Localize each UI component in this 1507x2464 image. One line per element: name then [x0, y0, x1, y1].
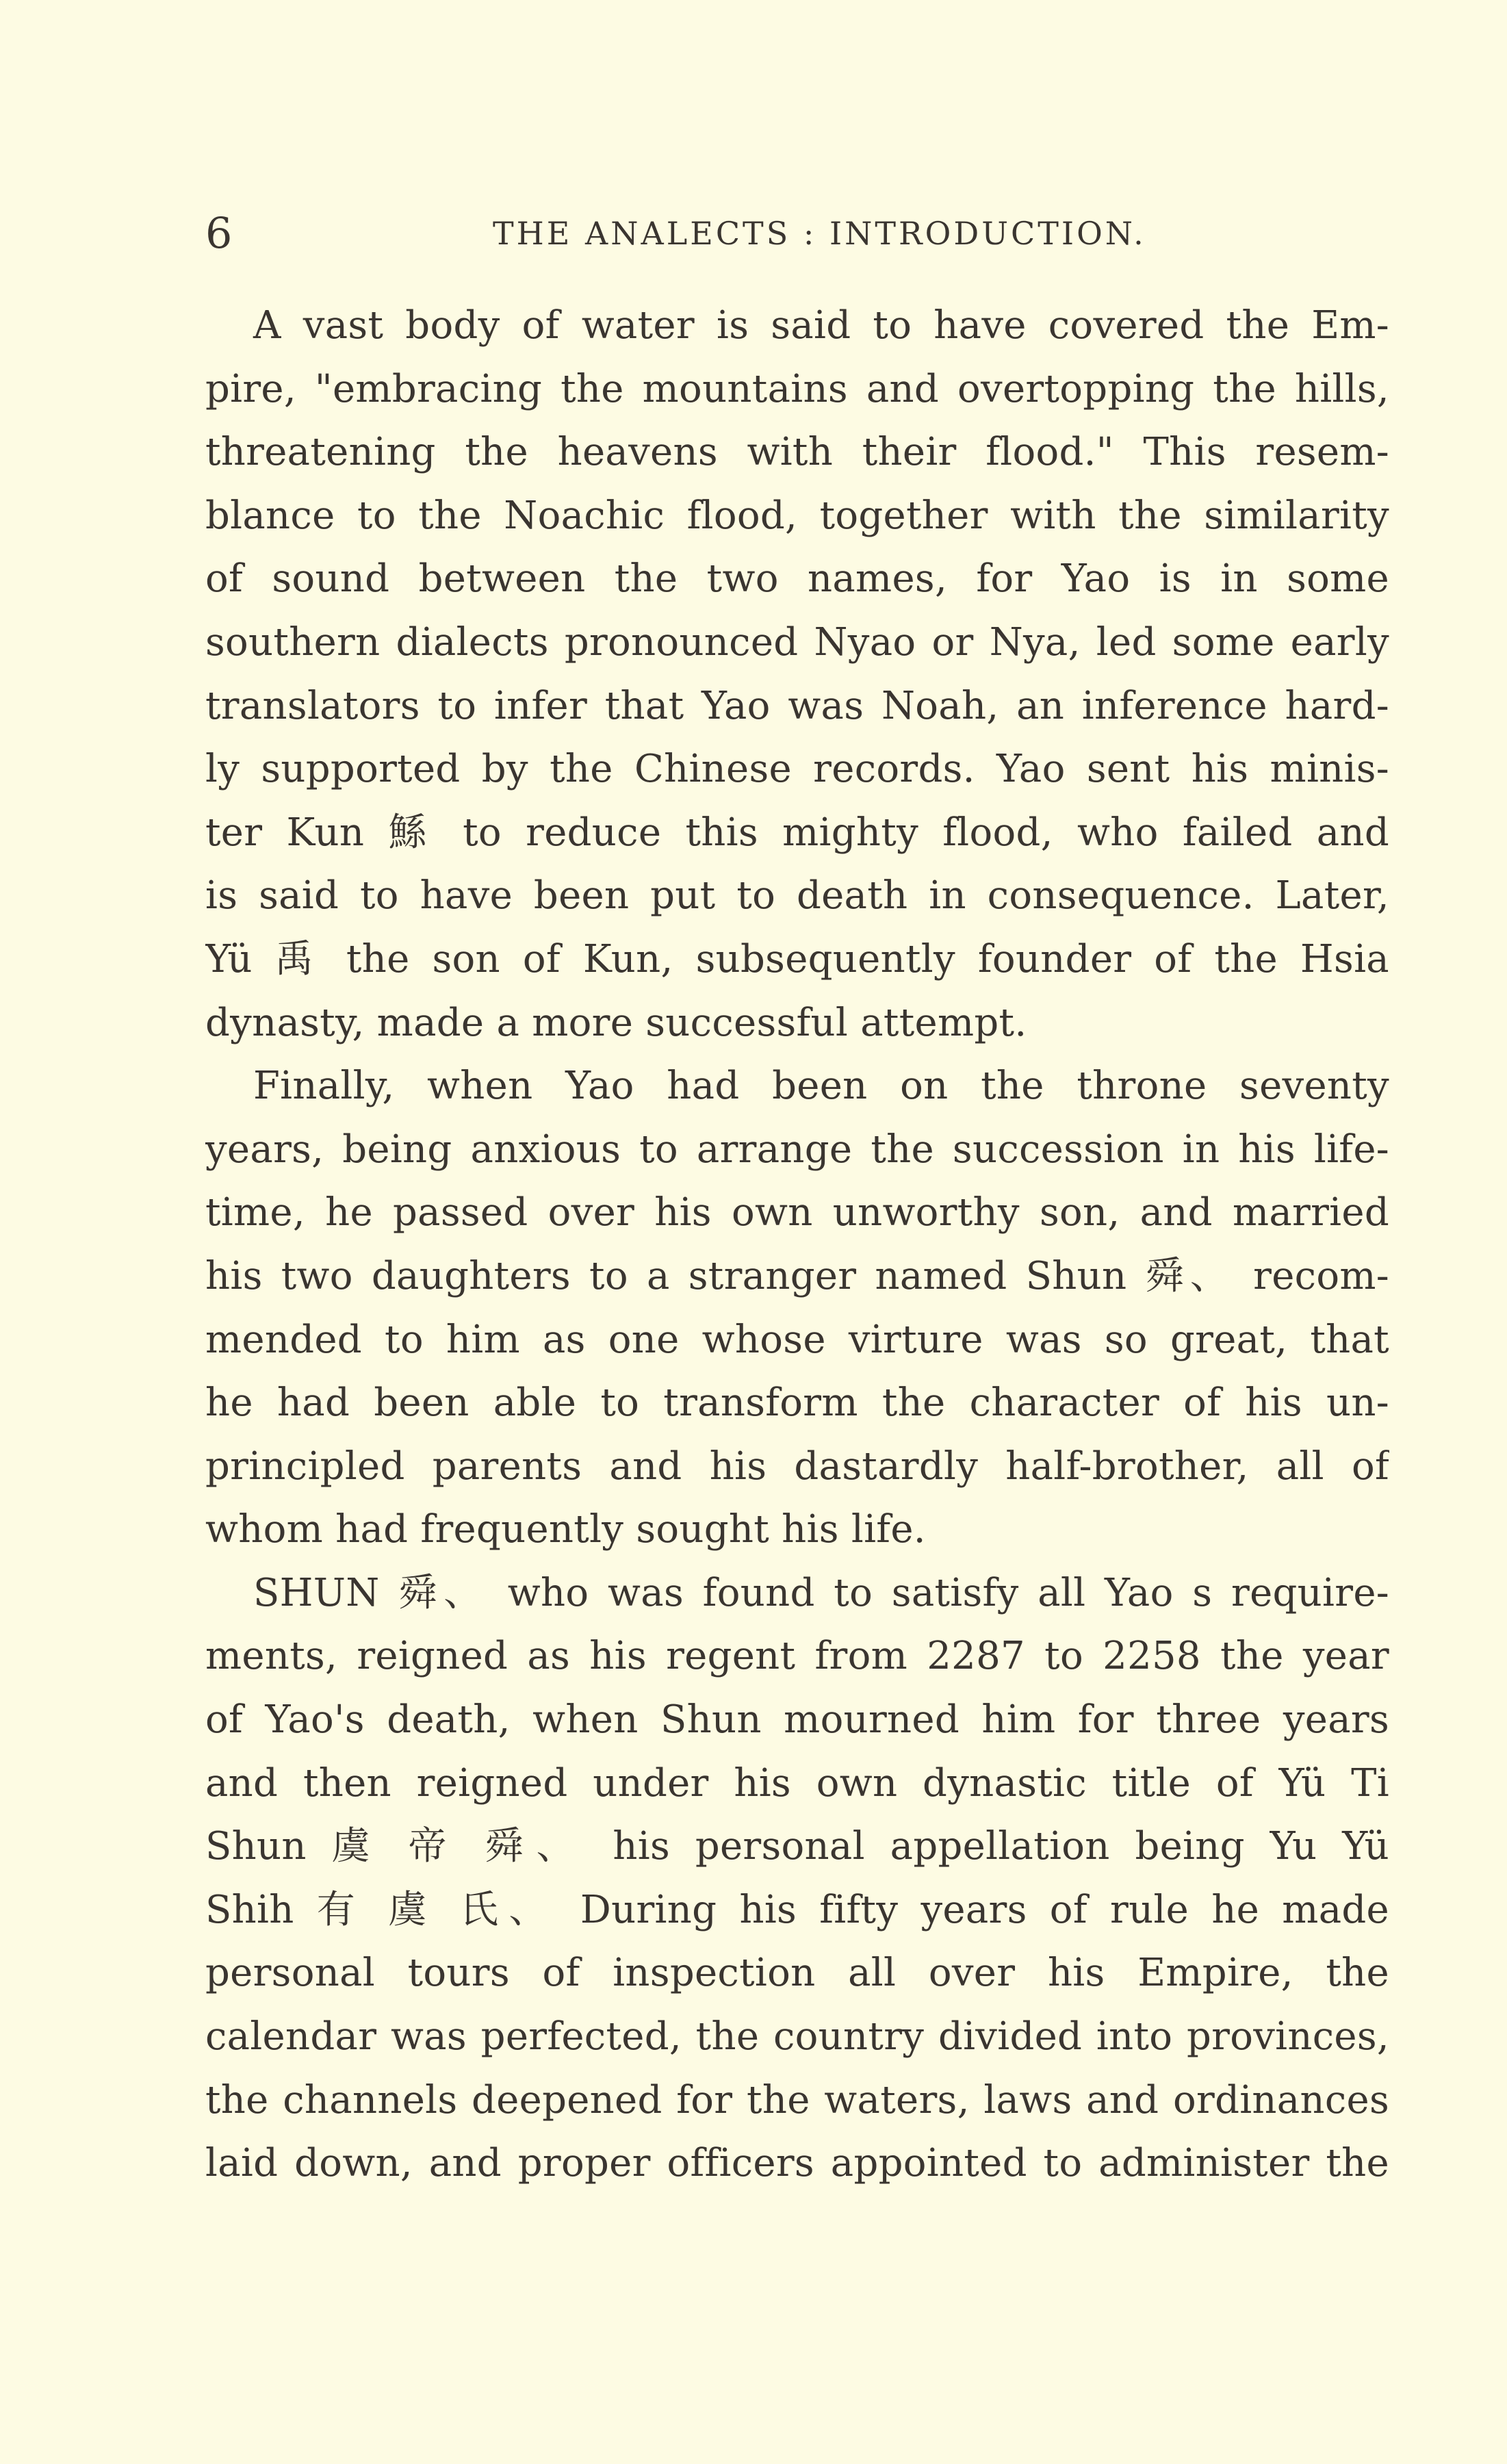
text-line: whom had frequently sought his life.: [205, 1507, 926, 1552]
running-title: THE ANALECTS : INTRODUCTION.: [493, 215, 1146, 252]
text-line: Finally, when Yao had been on the throne seventy: [253, 1064, 1389, 1109]
text-line: the channels deepened for the waters, laws and ordinances: [205, 2077, 1389, 2122]
text-line: his two daughters to a stranger named Shun 舜、 recom-: [205, 1253, 1389, 1298]
text-line: mended to him as one whose virture was so great, that: [205, 1317, 1389, 1362]
text-line: is said to have been put to death in consequence. Later,: [205, 873, 1389, 919]
text-line: calendar was perfected, the country divided into provinces,: [205, 2014, 1389, 2059]
page-header: [205, 203, 1389, 264]
text-line: A vast body of water is said to have covered the Em-: [253, 303, 1389, 348]
text-line: Shun 虞 帝 舜、 his personal appellation being Yu Yü: [205, 1824, 1389, 1869]
body-text: [205, 294, 1389, 2196]
page-number: 6: [205, 208, 233, 258]
text-line: translators to infer that Yao was Noah, an inference hard-: [205, 683, 1389, 728]
text-line: Yü 禹 the son of Kun, subsequently founder of the Hsia: [205, 936, 1389, 981]
text-line: Shih 有 虞 氏、 During his fifty years of rule he made: [205, 1887, 1389, 1932]
text-line: ly supported by the Chinese records. Yao sent his minis-: [205, 747, 1389, 792]
text-line: threatening the heavens with their flood." This resem-: [205, 430, 1389, 475]
text-line: time, he passed over his own unworthy son, and married: [205, 1190, 1389, 1235]
text-line: of sound between the two names, for Yao is in some: [205, 556, 1389, 602]
text-line: pire, "embracing the mountains and overtopping the hills,: [205, 366, 1389, 411]
text-line: personal tours of inspection all over his Empire, the: [205, 1951, 1389, 1996]
text-line: laid down, and proper officers appointed to administer the: [205, 2141, 1389, 2186]
text-line: he had been able to transform the character of his un-: [205, 1381, 1389, 1426]
text-line: SHUN 舜、 who was found to satisfy all Yao s require-: [253, 1570, 1389, 1615]
text-line: blance to the Noachic flood, together with the similarity: [205, 493, 1389, 538]
text-line: dynasty, made a more successful attempt.: [205, 1000, 1027, 1045]
text-line: ments, reigned as his regent from 2287 to 2258 the year: [205, 1634, 1389, 1679]
text-line: and then reigned under his own dynastic title of Yü Ti: [205, 1760, 1389, 1806]
text-line: southern dialects pronounced Nyao or Nya, led some early: [205, 619, 1389, 665]
text-line: of Yao's death, when Shun mourned him for three years: [205, 1697, 1389, 1743]
text-line: ter Kun 鯀 to reduce this mighty flood, who failed and: [205, 810, 1389, 855]
text-line: principled parents and his dastardly half-brother, all of: [205, 1443, 1389, 1489]
text-line: years, being anxious to arrange the succession in his life-: [205, 1127, 1389, 1172]
